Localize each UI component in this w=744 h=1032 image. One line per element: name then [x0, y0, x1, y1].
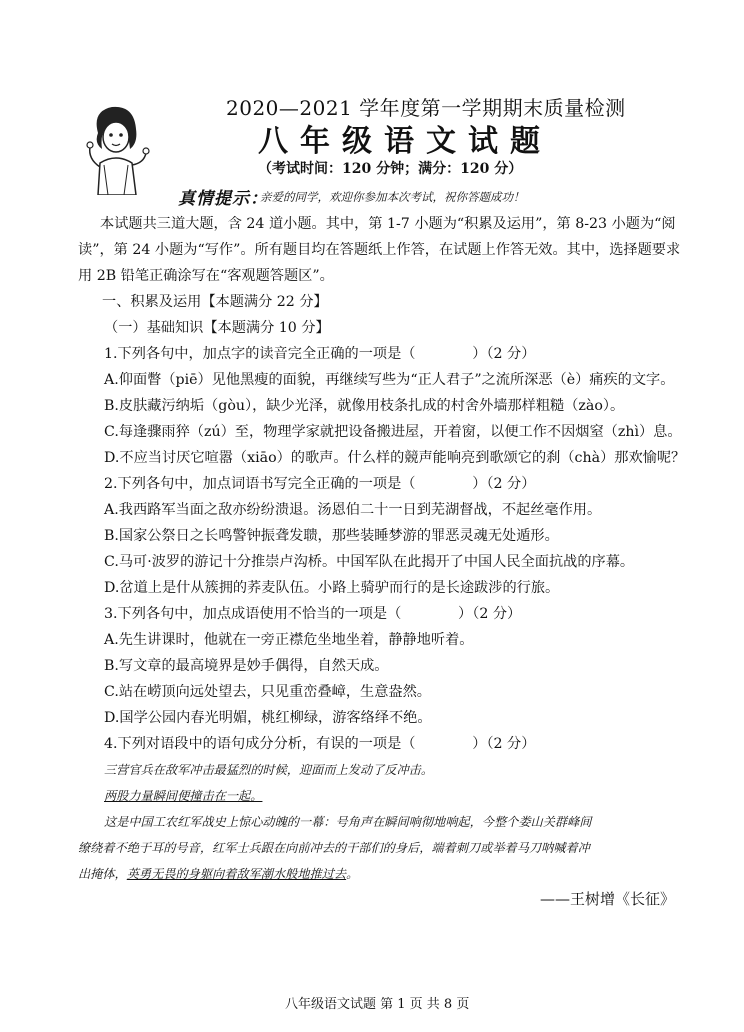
exam-title-main: 八年级语文试题 — [258, 124, 552, 159]
question-1-option-d: D.不应当讨厌它喧嚣（xiāo）的歌声。什么样的競声能响亮到歌颂它的刹（chà）那欢愉呢？ — [104, 450, 686, 466]
question-4-passage-1: 三营官兵在敌军冲击最猛烈的时候，迎面而上发动了反冲击。 — [104, 763, 434, 777]
underlined-sentence: 英勇无畏的身躯向着敌军潮水般地推过去 — [126, 867, 347, 881]
question-4-passage-3-line1: 这是中国工农红军战史上惊心动魄的一幕：号角声在瞬间响彻地响起，今整个娄山关群峰间 — [104, 815, 592, 829]
question-4-stem: 4.下列对语段中的语句成分分析，有误的一项是（ ）（2 分） — [104, 736, 536, 752]
intro-line-3: 用 2B 铅笔正确涂写在“客观题答题区”。 — [78, 268, 334, 284]
question-3-option-b: B.写文章的最高境界是妙手偶得，自然天成。 — [104, 658, 389, 674]
section-heading-1: 一、积累及运用【本题满分 22 分】 — [102, 294, 328, 310]
intro-line-2: 读”，第 24 小题为“写作”。所有题目均在答题纸上作答，在试题上作答无效。其中，选择题要求 — [78, 242, 681, 258]
tips-text: 亲爱的同学，欢迎你参加本次考试，祝你答题成功！ — [260, 190, 525, 204]
question-3-stem: 3.下列各句中，加点成语使用不恰当的一项是（ ）（2 分） — [104, 606, 522, 622]
section-heading-1a: （一）基础知识【本题满分 10 分】 — [104, 320, 330, 336]
question-1-option-b: B.皮肤藏污纳垢（gòu），缺少光泽，就像用枝条扎成的村舍外墙那样粗糙（zào）。 — [104, 398, 625, 414]
question-2-option-b: B.国家公祭日之长鸣警钟振聋发聩，那些装睡梦游的罪恶灵魂无处遁形。 — [104, 528, 559, 544]
page-footer: 八年级语文试题 第 1 页 共 8 页 — [285, 997, 470, 1012]
question-1-stem: 1.下列各句中，加点字的读音完全正确的一项是（ ）（2 分） — [104, 346, 536, 362]
exam-time-and-score: （考试时间：120 分钟；满分：120 分） — [258, 161, 523, 177]
passage-author: ——王树增《长征》 — [540, 890, 676, 908]
question-4-passage-3-line2: 缭绕着不绝于耳的号音，红军士兵跟在向前冲去的干部们的身后，端着刺刀或举着马刀呐喊着冲 — [78, 841, 590, 855]
question-1-option-c: C.每逢骤雨猝（zú）至，物理学家就把设备搬进屋，开着窗，以便工作不因烟窒（zhì）息。 — [104, 424, 682, 440]
question-2-option-c: C.马可·波罗的游记十分推崇卢沟桥。中国军队在此揭开了中国人民全面抗战的序幕。 — [104, 554, 635, 570]
question-2-stem: 2.下列各句中，加点词语书写完全正确的一项是（ ）（2 分） — [104, 476, 536, 492]
exam-title-line1: 2020—2021 学年度第一学期期末质量检测 — [226, 96, 626, 120]
question-4-passage-3-line3 — [78, 865, 358, 882]
tips-heading: 真情提示： — [178, 189, 268, 209]
question-3-option-c: C.站在崂顶向远处望去，只见重峦叠嶂，生意盎然。 — [104, 684, 431, 700]
question-1-option-a: A.仰面瞥（piē）见他黑瘦的面貌，再继续写些为“正人君子”之流所深恶（è）痛疾的文字。 — [104, 372, 675, 388]
period: 。 — [346, 867, 359, 881]
intro-line-1: 本试题共三道大题，含 24 道小题。其中，第 1-7 小题为“积累及运用”，第 8-23 小题为“阅 — [100, 216, 676, 232]
question-2-option-d: D.岔道上是什从簇拥的荞麦队伍。小路上骑驴而行的是长途跋涉的行旅。 — [104, 580, 560, 596]
question-2-option-a: A.我西路军当面之敌亦纷纷溃退。汤恩伯二十一日到芜湖督战，不起丝毫作用。 — [104, 502, 602, 518]
passage-text: 出掩体， — [78, 867, 127, 881]
question-3-option-d: D.国学公园内春光明媚，桃红柳绿，游客络绎不绝。 — [104, 710, 432, 726]
question-3-option-a: A.先生讲课时，他就在一旁正襟危坐地坐着，静静地听着。 — [104, 632, 474, 648]
teacher-cartoon-illustration — [78, 103, 150, 195]
question-4-passage-2: 两股力量瞬间便撞击在一起。 — [104, 789, 263, 803]
